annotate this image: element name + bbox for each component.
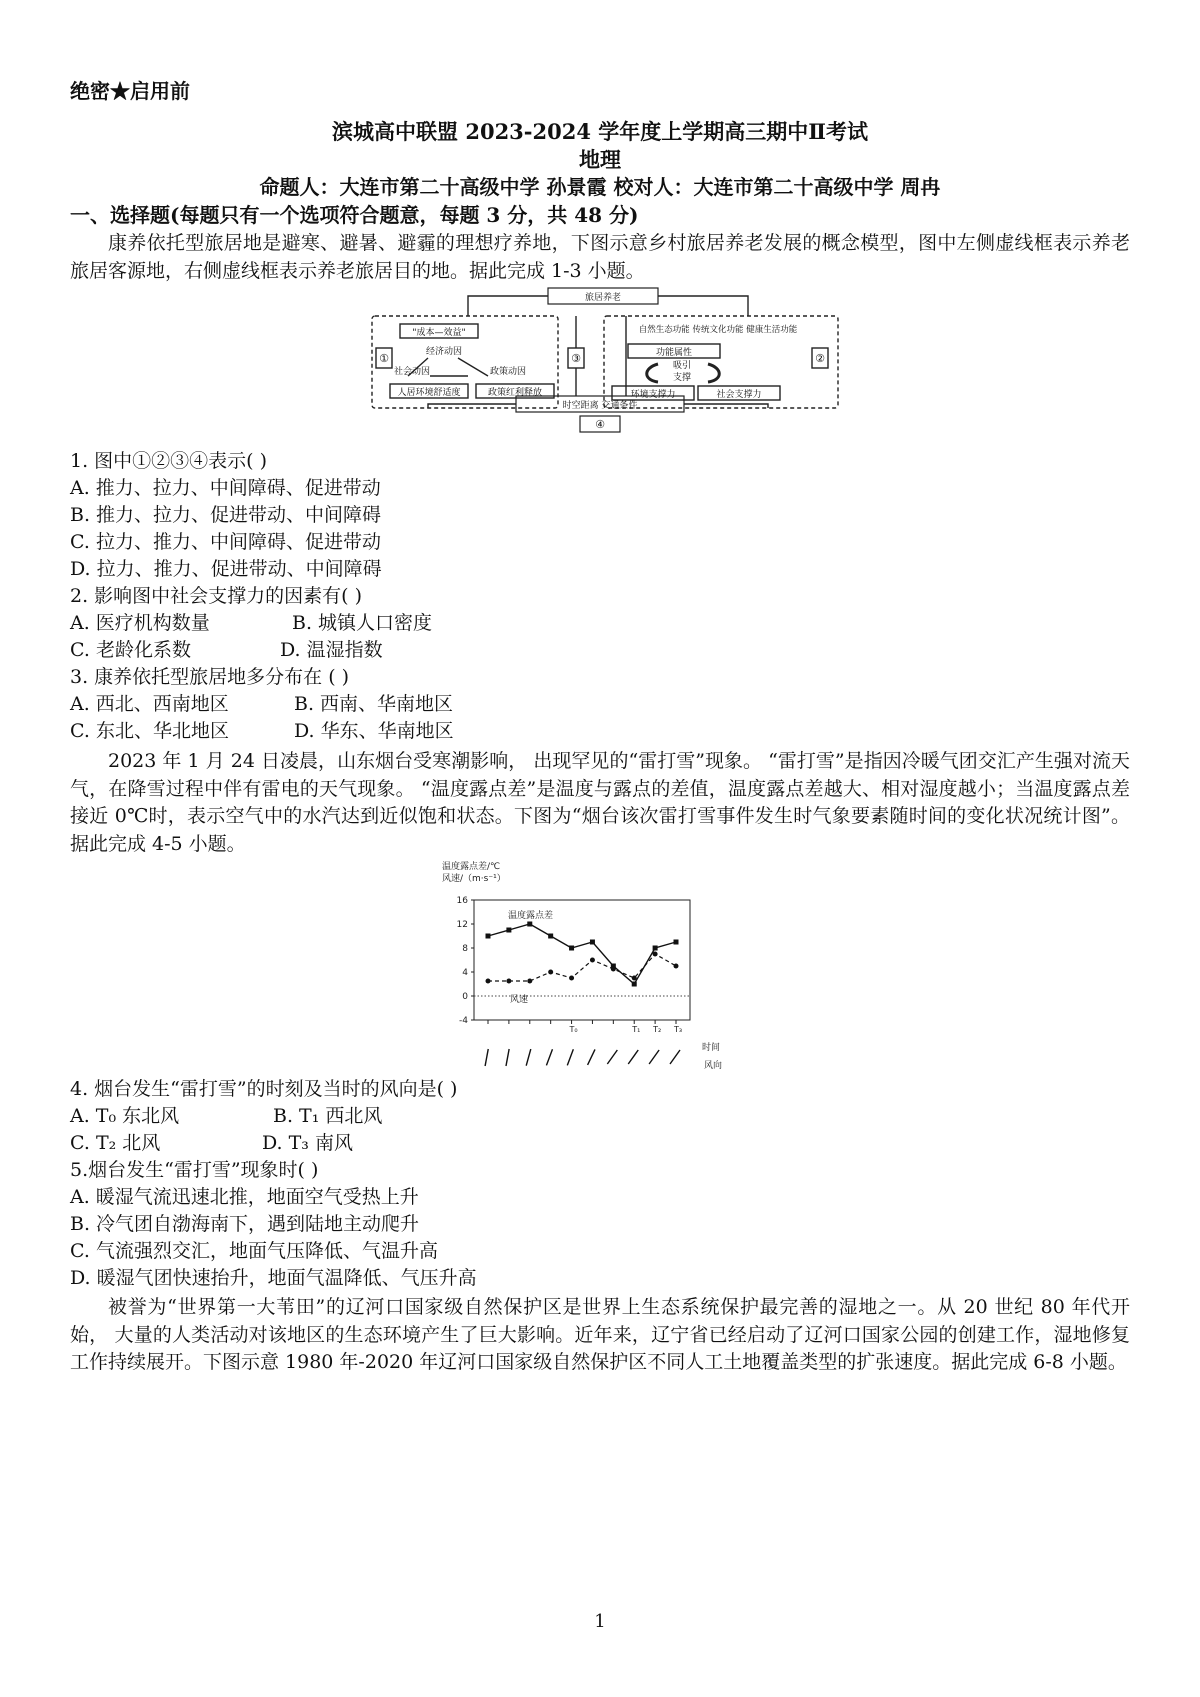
passage-2: 2023 年 1 月 24 日凌晨，山东烟台受寒潮影响， 出现罕见的“雷打雪”现象。 “雷打雪”是指因冷暖气团交汇产生强对流天气，在降雪过程中伴有雷电的天气现象。 “温度露点差”是温度与露点的差值，温度露点差越大、相对湿度越小；当温度露点差接近 0℃时，表示空气中的水汽达到近似饱和状态。下图为“烟台该次雷打雪事件发生时气象要素随时间的变化状况统计图”。据此完成 4-5 小题。 (70, 750, 1130, 855)
q3-option-d: D. 华东、华南地区 (294, 720, 454, 742)
chart-ylabel-1: 温度露点差/℃ (442, 862, 501, 872)
wind-barb (500, 1049, 515, 1066)
diagram-cost-benefit: "成本—效益" (412, 328, 466, 338)
q5-option-d: D. 暖湿气团快速抬升，地面气温降低、气压升高 (70, 1267, 477, 1289)
series-wind-point (548, 970, 553, 975)
series-wind-line (488, 954, 676, 981)
q2-option-b: B. 城镇人口密度 (292, 612, 433, 634)
q1-option-d: D. 拉力、推力、促进带动、中间障碍 (70, 558, 382, 580)
q5-option-a: A. 暖湿气流迅速北推，地面空气受热上升 (70, 1186, 419, 1208)
chart-ytick-label: 4 (462, 968, 468, 978)
page-number: 1 (594, 1611, 606, 1632)
chart-ytick-label: 0 (462, 992, 468, 1002)
wind-barb (585, 1049, 597, 1065)
chart-time-marker: T₁ (632, 1025, 641, 1034)
diagram-econ: 经济动因 (425, 347, 463, 357)
diagram-attract: 吸引 (672, 361, 692, 371)
series-wind-label: 风速 (510, 995, 529, 1005)
q4-option-a: A. T₀ 东北风 (70, 1105, 180, 1127)
diagram-soc-support: 社会支撑力 (716, 390, 762, 400)
subject-title: 地理 (579, 147, 621, 172)
chart-plot-frame (474, 900, 690, 1020)
diagram-functions: 自然生态功能 传统文化功能 健康生活功能 (638, 325, 798, 335)
series-wind-point (674, 964, 679, 969)
series-wind-point (527, 979, 532, 984)
authors-line: 命题人：大连市第二十高级中学 孙景霞 校对人：大连市第二十高级中学 周冉 (259, 175, 941, 199)
q5-option-b: B. 冷气团自渤海南下，遇到陆地主动爬升 (70, 1213, 420, 1235)
series-wind-point (569, 976, 574, 981)
q4-option-c: C. T₂ 北风 (70, 1132, 161, 1154)
q1-option-c: C. 拉力、推力、中间障碍、促进带动 (70, 531, 381, 553)
diagram-policy-bonus: 政策红利释放 (487, 388, 543, 398)
chart-time-marker: T₃ (674, 1025, 683, 1034)
passage-3: 被誉为“世界第一大苇田”的辽河口国家级自然保护区是世界上生态系统保护最完善的湿地之一。从 20 世纪 80 年代开始， 大量的人类活动对该地区的生态环境产生了巨大影响。近年来，辽宁省已经启动了辽河口国家公园的创建工作，湿地修复工作持续展开。下图示意 1980 年-2020 年辽河口国家级自然保护区不同人工土地覆盖类型的扩张速度。据此完成 6-8 小题。 (70, 1296, 1130, 1373)
q2-option-d: D. 温湿指数 (280, 639, 383, 661)
q3-option-b: B. 西南、华南地区 (294, 693, 454, 715)
chart-time-marker: T₂ (653, 1025, 662, 1034)
wind-barb (649, 1050, 659, 1064)
chart-ytick-label: -4 (459, 1016, 468, 1026)
chart-xlabel: 时间 (702, 1043, 721, 1053)
series-dewpoint-label: 温度露点差 (508, 911, 554, 921)
diagram-n1: ① (379, 352, 389, 365)
diagram-n2: ② (815, 352, 825, 365)
section-heading: 一、选择题(每题只有一个选项符合题意，每题 3 分，共 48 分) (70, 203, 639, 227)
chart-ytick-label: 8 (462, 944, 468, 954)
series-dewpoint-point (548, 934, 553, 939)
chart-ylabel-2: 风速/（m·s⁻¹） (442, 874, 506, 884)
q3-stem: 3. 康养依托型旅居地多分布在 ( ) (70, 666, 350, 688)
q4-option-b: B. T₁ 西北风 (273, 1105, 383, 1127)
q2-option-c: C. 老龄化系数 (70, 639, 191, 661)
diagram-support: 支撑 (672, 373, 692, 383)
q4-option-d: D. T₃ 南风 (262, 1132, 353, 1154)
wind-barb (670, 1050, 680, 1064)
q4-stem: 4. 烟台发生“雷打雪”的时刻及当时的风向是( ) (70, 1078, 458, 1100)
q2-option-a: A. 医疗机构数量 (70, 612, 210, 634)
series-wind-point (486, 979, 491, 984)
series-dewpoint-point (674, 940, 679, 945)
series-wind-point (632, 976, 637, 981)
secret-label: 绝密★启用前 (70, 79, 190, 103)
wind-barb (607, 1050, 617, 1064)
series-dewpoint-point (632, 982, 637, 987)
series-wind-point (590, 958, 595, 963)
chart-time-marker: T₀ (569, 1025, 578, 1034)
q1-option-a: A. 推力、拉力、中间障碍、促进带动 (70, 477, 381, 499)
q3-option-a: A. 西北、西南地区 (70, 693, 229, 715)
q1-stem: 1. 图中①②③④表示( ) (70, 450, 268, 472)
diagram-n3: ③ (571, 352, 581, 365)
q5-option-c: C. 气流强烈交汇，地面气压降低、气温升高 (70, 1240, 438, 1262)
q1-option-b: B. 推力、拉力、促进带动、中间障碍 (70, 504, 382, 526)
concept-model-diagram (368, 286, 842, 438)
wind-barb (543, 1049, 556, 1065)
series-dewpoint-line (488, 924, 676, 984)
series-dewpoint-point (527, 922, 532, 927)
diagram-attr: 功能属性 (655, 348, 693, 358)
chart-ytick-label: 16 (456, 896, 468, 906)
diagram-env-support: 环境支撑力 (630, 390, 676, 400)
passage-1: 康养依托型旅居地是避寒、避暑、避霾的理想疗养地，下图示意乡村旅居养老发展的概念模型，图中左侧虚线框表示养老旅居客源地，右侧虚线框表示养老旅居目的地。据此完成 1-3 小题。 (70, 232, 1130, 282)
wind-barb (479, 1049, 494, 1066)
series-dewpoint-point (590, 940, 595, 945)
diagram-bottom: 时空距离 交通条件 (562, 401, 638, 411)
series-wind-point (506, 979, 511, 984)
series-dewpoint-point (506, 928, 511, 933)
q2-stem: 2. 影响图中社会支撑力的因素有( ) (70, 585, 363, 607)
wind-barb (628, 1050, 638, 1064)
wind-barb (521, 1049, 535, 1066)
weather-chart (440, 860, 760, 1075)
diagram-top-label: 旅居养老 (584, 293, 622, 303)
series-wind-point (653, 952, 658, 957)
wind-barb (564, 1049, 577, 1065)
series-wind-point (611, 967, 616, 972)
q3-option-c: C. 东北、华北地区 (70, 720, 229, 742)
diagram-policy: 政策动因 (489, 367, 527, 377)
diagram-n4: ④ (595, 418, 605, 431)
diagram-social: 社会动因 (393, 367, 431, 377)
diagram-env-comfort: 人居环境舒适度 (397, 388, 461, 398)
chart-wind-label: 风向 (704, 1061, 723, 1071)
series-dewpoint-point (486, 934, 491, 939)
series-dewpoint-point (569, 946, 574, 951)
exam-title: 滨城高中联盟 2023-2024 学年度上学期高三期中Ⅱ考试 (332, 119, 868, 144)
q5-stem: 5.烟台发生“雷打雪”现象时( ) (70, 1159, 319, 1181)
series-dewpoint-point (653, 946, 658, 951)
chart-ytick-label: 12 (456, 920, 468, 930)
